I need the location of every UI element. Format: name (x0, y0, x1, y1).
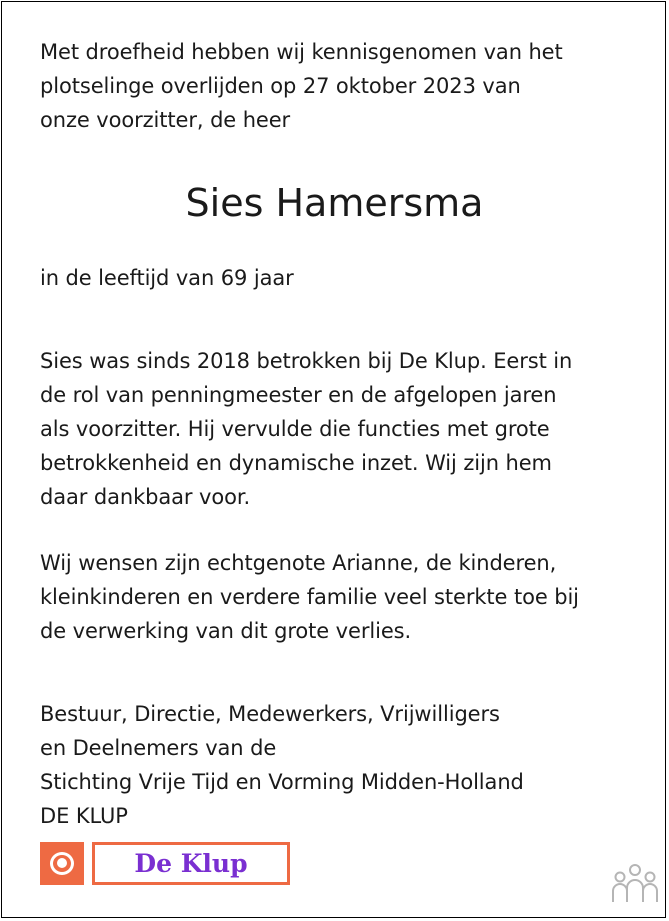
tribute-line: daar dankbaar voor. (40, 485, 251, 509)
tribute-line: de rol van penningmeester en de afgelopen jaren (40, 383, 557, 407)
intro-paragraph (40, 35, 563, 137)
family-group-icon (610, 862, 660, 904)
age-line: in de leeftijd van 69 jaar (40, 266, 294, 290)
condolence-line: Wij wensen zijn echtgenote Arianne, de kinderen, (40, 551, 557, 575)
circle-target-icon (40, 842, 84, 885)
intro-line: Met droefheid hebben wij kennisgenomen van het (40, 40, 563, 64)
signature-line: DE KLUP (40, 804, 128, 828)
logo-wordmark-box (92, 842, 290, 885)
tribute-line: als voorzitter. Hij vervulde die functies met grote (40, 417, 550, 441)
signature-line: en Deelnemers van de (40, 736, 277, 760)
logo-wordmark: De Klup (134, 849, 248, 878)
condolence-line: kleinkinderen en verdere familie veel sterkte toe bij (40, 585, 579, 609)
signature-line: Bestuur, Directie, Medewerkers, Vrijwilligers (40, 702, 500, 726)
intro-line: onze voorzitter, de heer (40, 108, 291, 132)
tribute-line: betrokkenheid en dynamische inzet. Wij zijn hem (40, 451, 552, 475)
condolence-line: de verwerking van dit grote verlies. (40, 619, 412, 643)
deceased-name: Sies Hamersma (185, 181, 484, 225)
intro-line: plotselinge overlijden op 27 oktober 2023 van (40, 74, 521, 98)
signature-block (40, 697, 524, 833)
signature-line: Stichting Vrije Tijd en Vorming Midden-Holland (40, 770, 524, 794)
tribute-paragraph (40, 344, 572, 514)
condolence-paragraph (40, 546, 579, 648)
tribute-line: Sies was sinds 2018 betrokken bij De Klup. Eerst in (40, 349, 573, 373)
